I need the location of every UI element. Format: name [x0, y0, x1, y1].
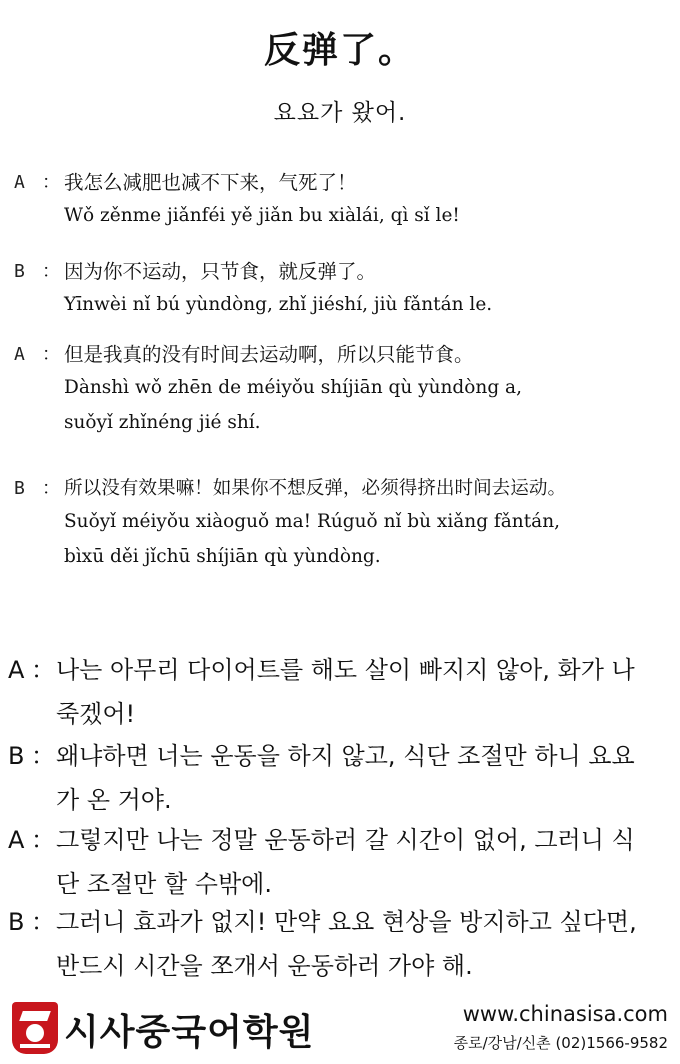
academy-name: 시사중국어학원 — [64, 1012, 315, 1053]
korean-sentence: 나는 아무리 다이어트를 해도 살이 빠지지 않아, 화가 나 — [56, 656, 635, 684]
chinese-sentence: 但是我真的没有时间去运动啊，所以只能节食。 — [64, 343, 474, 366]
pinyin-line: Yīnwèi nǐ bú yùndòng, zhǐ jiéshí, jiù fǎntán le. — [64, 294, 493, 315]
speaker-colon: ： — [31, 826, 55, 854]
academy-emblem-icon — [12, 1002, 58, 1054]
speaker-colon: ： — [42, 172, 60, 193]
pinyin-line: Wǒ zěnme jiǎnféi yě jiǎn bu xiàlái, qì sǐ le! — [64, 205, 460, 226]
chinese-sentence: 所以没有效果嘛！如果你不想反弹，必须得挤出时间去运动。 — [64, 478, 567, 499]
dialogue-line-4 — [14, 474, 674, 574]
speaker-label: A — [8, 826, 25, 854]
korean-line-1 — [8, 648, 676, 736]
chinese-sentence: 我怎么减肥也减不下来，气死了！ — [64, 171, 357, 194]
speaker-label: A — [14, 172, 25, 193]
speaker-label: B — [14, 261, 25, 282]
dialogue-line-1 — [14, 168, 674, 233]
speaker-colon: ： — [42, 261, 60, 282]
korean-continuation: 가 온 거야. — [56, 786, 172, 814]
korean-line-3 — [8, 818, 676, 906]
korean-continuation: 죽겠어! — [56, 700, 136, 728]
branch-contact: 종로/강남/신촌 (02)1566-9582 — [453, 1034, 668, 1052]
korean-line-2 — [8, 734, 676, 822]
speaker-label: B — [8, 742, 25, 770]
korean-sentence: 그러니 효과가 없지! 만약 요요 현상을 방지하고 싶다면, — [56, 908, 637, 936]
dialogue-line-3 — [14, 340, 674, 440]
footer — [0, 996, 680, 1064]
speaker-colon: ： — [31, 656, 55, 684]
pinyin-line: suǒyǐ zhǐnéng jié shí. — [64, 412, 261, 433]
page-title: 反弹了。 — [263, 29, 416, 71]
pinyin-line: bìxū děi jǐchū shíjiān qù yùndòng. — [64, 546, 381, 567]
speaker-colon: ： — [42, 478, 60, 499]
speaker-colon: ： — [42, 344, 60, 365]
korean-sentence: 왜냐하면 너는 운동을 하지 않고, 식단 조절만 하니 요요 — [56, 742, 635, 770]
korean-continuation: 단 조절만 할 수밖에. — [56, 870, 272, 898]
korean-continuation: 반드시 시간을 쪼개서 운동하러 가야 해. — [56, 952, 473, 980]
speaker-label: A — [8, 656, 25, 684]
speaker-label: B — [8, 908, 25, 936]
page-subtitle: 요요가 왔어. — [273, 100, 407, 126]
pinyin-line: Dànshì wǒ zhēn de méiyǒu shíjiān qù yùndòng a, — [64, 377, 522, 398]
korean-sentence: 그렇지만 나는 정말 운동하러 갈 시간이 없어, 그러니 식 — [56, 826, 635, 854]
speaker-label: A — [14, 344, 25, 365]
korean-line-4 — [8, 900, 676, 988]
website-link[interactable]: www.chinasisa.com — [462, 1002, 668, 1026]
pinyin-line: Suǒyǐ méiyǒu xiàoguǒ ma! Rúguǒ nǐ bù xiǎng fǎntán, — [64, 511, 560, 532]
speaker-colon: ： — [31, 908, 55, 936]
speaker-label: B — [14, 478, 25, 499]
chinese-sentence: 因为你不运动，只节食，就反弹了。 — [64, 260, 377, 283]
dialogue-line-2 — [14, 257, 674, 322]
speaker-colon: ： — [31, 742, 55, 770]
